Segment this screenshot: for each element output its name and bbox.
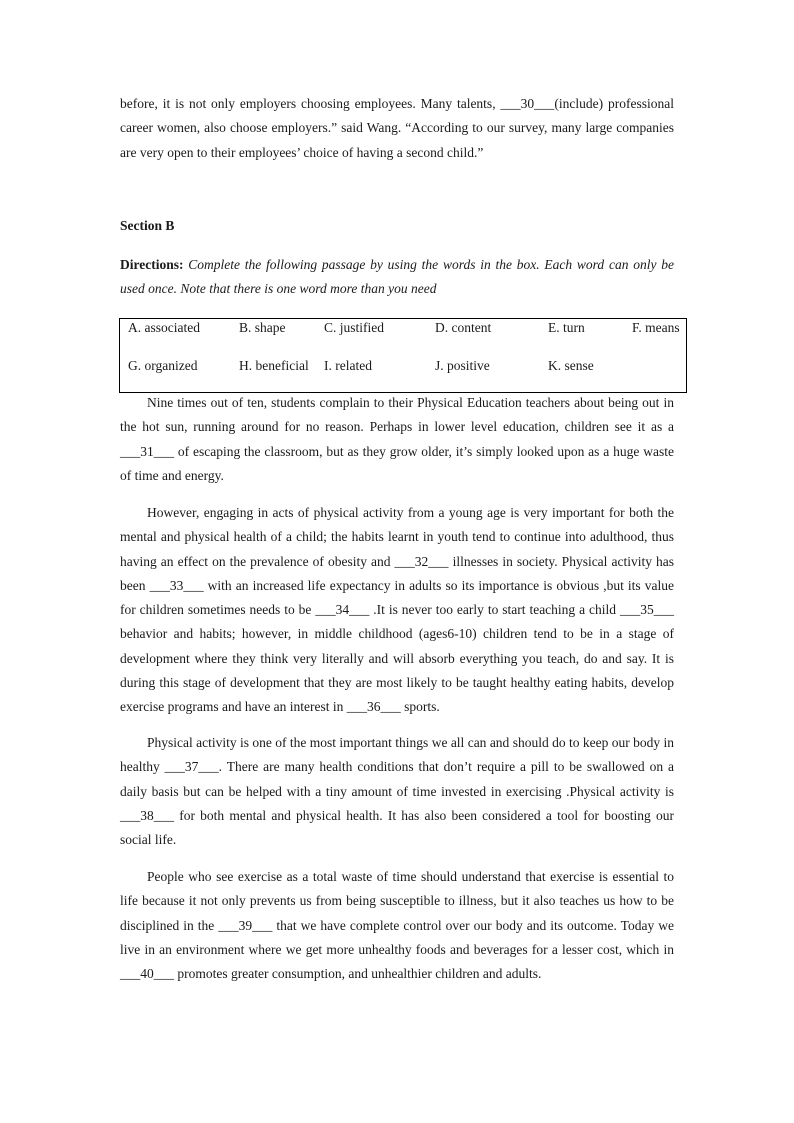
- top-paragraph: before, it is not only employers choosing employees. Many talents, ___30___(include) professional career women, also choose employers.” said Wang. “According to our survey, many large companies are very open to their employees’ choice of having a second child.”: [120, 96, 674, 160]
- word-option: H. beneficial: [239, 358, 309, 373]
- word-option: G. organized: [128, 358, 198, 373]
- word-option: K. sense: [548, 358, 594, 373]
- word-option: A. associated: [128, 320, 200, 335]
- word-option: C. justified: [324, 320, 384, 335]
- word-option: E. turn: [548, 320, 585, 335]
- paragraph-4: People who see exercise as a total waste of time should understand that exercise is essential to life because it not only prevents us from being susceptible to illness, but it also teaches us how to be disciplined in the ___39___ that we have complete control over our body and its outcome. Today we live in an environment where we get more unhealthy foods and beverages for a lesser cost, which in ___40___ promotes greater consumption, and unhealthier children and adults.: [120, 869, 674, 982]
- word-option: I. related: [324, 358, 372, 373]
- directions-text: Complete the following passage by using the words in the box. Each word can only be used once. Note that there is one word more than you need: [120, 257, 674, 297]
- word-option: D. content: [435, 320, 492, 335]
- word-option: F. means: [632, 320, 680, 335]
- word-option: J. positive: [435, 358, 490, 373]
- paragraph-2: However, engaging in acts of physical activity from a young age is very important for both the mental and physical health of a child; the habits learnt in youth tend to continue into adulthood, thus having an effect on the prevalence of obesity and ___32___ illnesses in society. Physical activity has been ___33___ with an increased life expectancy in adults so its importance is obvious ,but its value for children sometimes needs to be ___34___ .It is never too early to start teaching a child ___35___ behavior and habits; however, in middle childhood (ages6-10) children tend to be in a stage of development where they think very literally and will absorb everything you teach, do and say. It is during this stage of development that they are most likely to be taught healthy eating habits, develop exercise programs and have an interest in ___36___ sports.: [120, 505, 674, 715]
- directions-label: Directions:: [120, 257, 184, 272]
- paragraph-3: Physical activity is one of the most important things we all can and should do to keep our body in healthy ___37___. There are many health conditions that don’t require a pill to be swallowed on a daily basis but can be helped with a tiny amount of time invested in exercising .Physical activity is ___38___ for both mental and physical health. It has also been considered a tool for boosting our social life.: [120, 735, 674, 848]
- word-box: [119, 318, 687, 393]
- directions: [120, 253, 674, 302]
- paragraph-1: Nine times out of ten, students complain to their Physical Education teachers about being out in the hot sun, running around for no reason. Perhaps in lower level education, children see it as a ___31___ of escaping the classroom, but as they grow older, it’s simply looked upon as a huge waste of time and energy.: [120, 395, 674, 483]
- section-title: Section B: [120, 218, 175, 233]
- word-option: B. shape: [239, 320, 286, 335]
